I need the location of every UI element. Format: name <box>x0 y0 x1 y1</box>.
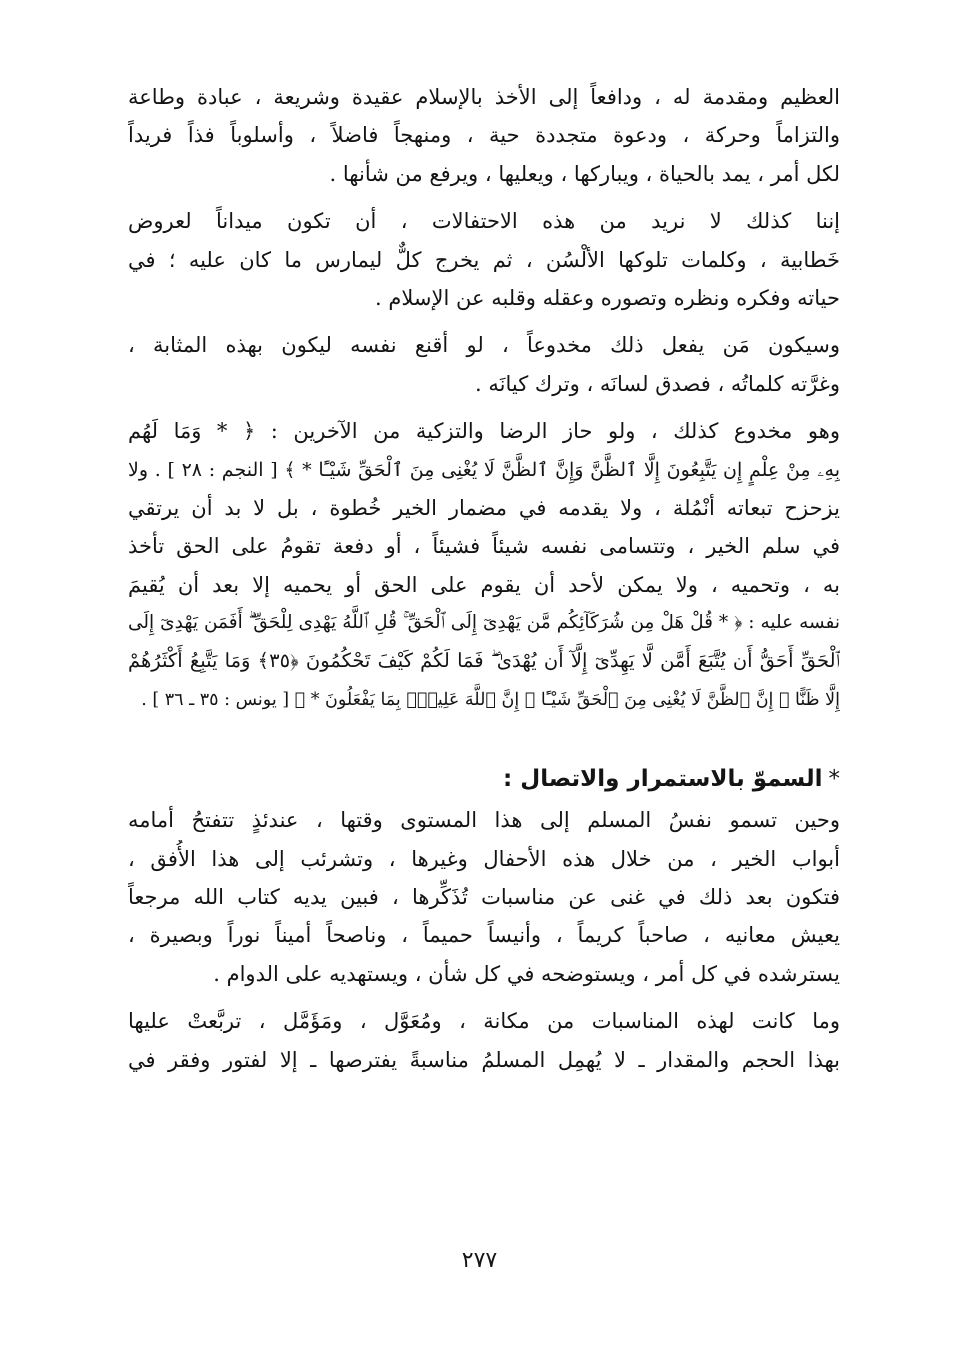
text-line: يزحزح تبعاته أنْمُلة ، ولا يقدمه في مضمار الخير خُطوة ، بل لا بد أن يرتقي <box>128 495 840 520</box>
text-line: وغرَّته كلماتُه ، فصدق لسانَه ، وترك كيانَه . <box>475 371 840 396</box>
quran-verse-line: نفسه عليه : ﴿ * قُلْ هَلْ مِن شُرَكَآئِكُم مَّن يَهْدِىٓ إِلَى ٱلْحَقِّ ۚ قُلِ ٱللَّهُ يَهْدِى لِلْحَقِّ ۗ أَفَمَن يَهْدِىٓ إِلَى <box>128 612 840 634</box>
text-line: خَطابية ، وكلمات تلوكها الألْسُن ، ثم يخرج كلٌّ ليمارس ما كان عليه ؛ في <box>128 247 840 272</box>
text-line: فتكون بعد ذلك في غنى عن مناسبات تُذَكِّرها ، فبين يديه كتاب الله مرجعاً <box>128 885 840 910</box>
text-line: لكل أمر ، يمد بالحياة ، ويباركها ، ويعليها ، ويرفع من شأنها . <box>329 161 840 186</box>
text-line: بهذا الحجم والمقدار ـ لا يُهمِل المسلمُ مناسبةً يفترصها ـ إلا لفتور وفقر في <box>128 1047 840 1072</box>
text-line: يسترشده في كل أمر ، ويستوضحه في كل شأن ، ويستهديه على الدوام . <box>213 961 840 986</box>
paragraph-2 <box>128 202 840 317</box>
heading-star: * <box>828 766 840 793</box>
paragraph-4 <box>128 412 840 719</box>
section-heading <box>128 759 840 799</box>
text-line: أبواب الخير ، من خلال هذه الأحفال وغيرها ، وتشرئب إلى هذا الأُفق ، <box>128 846 840 871</box>
text-line: يعيش معانيه ، صاحباً كريماً ، وأنيساً حميماً ، وناصحاً أميناً نوراً وبصيرة ، <box>128 923 840 948</box>
paragraph-5 <box>128 801 840 993</box>
text-line: وسيكون مَن يفعل ذلك مخدوعاً ، لو أقنع نفسه ليكون بهذه المثابة ، <box>128 333 840 358</box>
text-line: العظيم ومقدمة له ، ودافعاً إلى الأخذ بالإسلام عقيدة وشريعة ، عبادة وطاعة <box>128 85 840 109</box>
heading-text: السموّ بالاستمرار والاتصال : <box>503 766 823 793</box>
paragraph-3 <box>128 326 840 403</box>
text-line: حياته وفكره ونظره وتصوره وعقله وقلبه عن الإسلام . <box>375 285 840 310</box>
page-number: ٢٧٧ <box>461 1248 498 1273</box>
quran-verse-line: بِهِۦ مِنْ عِلْمٍ إِن يَتَّبِعُونَ إِلَّا ٱلظَّنَّ وَإِنَّ ٱلظَّنَّ لَا يُغْنِى مِنَ ٱلْحَقِّ شَيْـًٔا * ﴾ [ النجم : ٢٨ ] . ولا <box>128 458 840 481</box>
quran-verse-line: إِلَّا ظَنًّا ۚ إِنَّ ٱلظَّنَّ لَا يُغْنِى مِنَ ٱلْحَقِّ شَيْـًٔا ۚ إِنَّ ٱللَّهَ عَلِيمٌۢ بِمَا يَفْعَلُونَ * ﴾ [ يونس : ٣٥ ـ ٣٦ ] . <box>141 689 840 710</box>
text-line: في سلم الخير ، وتتسامى نفسه شيئاً فشيئاً ، أو دفعة تقومُ على الحق تأخذ <box>128 534 840 559</box>
page-body <box>128 78 840 1288</box>
text-line: والتزاماً وحركة ، ودعوة متجددة حية ، ومنهجاً فاضلاً ، وأسلوباً فذاً فريداً <box>128 123 840 148</box>
text-line: وهو مخدوع كذلك ، ولو حاز الرضا والتزكية من الآخرين : ﴿ * وَمَا لَهُم <box>128 419 840 444</box>
text-line: به ، وتحميه ، ولا يمكن لأحد أن يقوم على الحق أو يحميه إلا بعد أن يُقيمَ <box>128 572 840 597</box>
paragraph-6 <box>128 1002 840 1079</box>
quran-verse-line: ٱلْحَقِّ أَحَقُّ أَن يُتَّبَعَ أَمَّن لَّا يَهِدِّىٓ إِلَّآ أَن يُهْدَىٰ ۖ فَمَا لَكُمْ كَيْفَ تَحْكُمُونَ ﴿٣٥﴾ وَمَا يَتَّبِعُ أَكْثَرُهُمْ <box>128 649 840 673</box>
paragraph-1 <box>128 78 840 193</box>
text-line: وحين تسمو نفسُ المسلم إلى هذا المستوى وقتها ، عندئذٍ تتفتحُ أمامه <box>128 808 840 833</box>
text-line: إننا كذلك لا نريد من هذه الاحتفالات ، أن تكون ميداناً لعروض <box>128 209 840 234</box>
text-line: وما كانت لهذه المناسبات من مكانة ، ومُعَوَّل ، ومَؤَمَّل ، تربَّعتْ عليها <box>128 1009 840 1034</box>
